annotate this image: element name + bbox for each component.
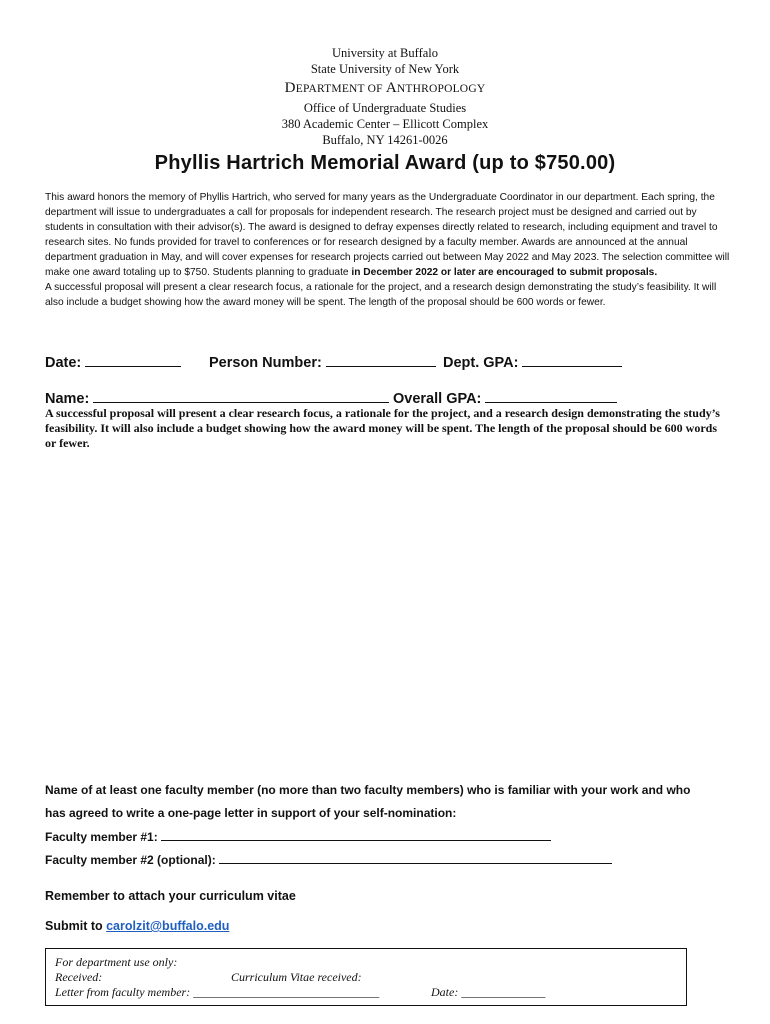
- award-description: [45, 190, 735, 310]
- email-link[interactable]: carolzit@buffalo.edu: [106, 919, 230, 933]
- faculty-letter-label: Letter from faculty member: _______________________________: [55, 985, 380, 999]
- intro-paragraph-2: A successful proposal will present a clear research focus, a rationale for the project, and a research design demonstrating the study’s feasibility. It will also include a budget showing how the award money will be spent. The length of the proposal should be 600 words or fewer.: [45, 282, 717, 308]
- person-number-field[interactable]: Person Number:: [209, 352, 436, 371]
- name-field[interactable]: Name:: [45, 388, 389, 407]
- faculty-member-2-field[interactable]: Faculty member #2 (optional):: [45, 852, 612, 867]
- dept-gpa-field[interactable]: Dept. GPA:: [443, 352, 622, 371]
- office-use-heading: For department use only:: [55, 955, 178, 969]
- faculty-prompt-line-1: Name of at least one faculty member (no more than two faculty members) who is familiar with your work and who: [45, 783, 691, 797]
- faculty-member-1-field[interactable]: Faculty member #1:: [45, 829, 551, 844]
- cv-received-label: Curriculum Vitae received:: [231, 970, 362, 984]
- submit-instructions: Submit to carolzit@buffalo.edu: [45, 919, 230, 933]
- faculty-prompt-line-2: has agreed to write a one-page letter in support of your self-nomination:: [45, 806, 457, 820]
- cv-reminder: Remember to attach your curriculum vitae: [45, 889, 296, 903]
- department-use-box: [45, 948, 687, 1006]
- intro-paragraph-1: This award honors the memory of Phyllis Hartrich, who served for many years as the Undergraduate Coordinator in our department. Each spring, the department will issue to undergraduates a call for proposals for independent research. The research project must be designed and carried out by students in consultation with their advisor(s). The award is designed to defray expenses directly related to research, including equipment and travel to research sites. No funds provided for travel to conferences or for research designed by a faculty member. Awards are announced at the annual department graduation in May, and will cover expenses for research projects carried out between May 2022 and May 2023. The selection committee will make one award totaling up to $750. Students planning to graduate in December 2022 or later are encouraged to submit proposals.: [45, 192, 730, 278]
- applicant-fields-row-2: [45, 388, 645, 408]
- date-field[interactable]: Date:: [45, 352, 181, 371]
- university-name: University at Buffalo: [332, 46, 438, 60]
- state-university: State University of New York: [310, 62, 460, 76]
- department-name: DEPARTMENT OF ANTHROPOLOGY: [284, 80, 486, 96]
- overall-gpa-field[interactable]: Overall GPA:: [393, 388, 617, 407]
- office-address: 380 Academic Center – Ellicott Complex: [281, 117, 489, 131]
- office-city: Buffalo, NY 14261-0026: [322, 133, 448, 147]
- letterhead: [0, 45, 770, 148]
- applicant-fields-row-1: [45, 352, 645, 372]
- page-title: Phyllis Hartrich Memorial Award (up to $750.00): [154, 152, 616, 174]
- office-date-label: Date: ______________: [431, 985, 546, 999]
- office-name: Office of Undergraduate Studies: [303, 101, 467, 115]
- proposal-instructions: A successful proposal will present a clear research focus, a rationale for the project, and a research design demonstrating the study’s feasibility. It will also include a budget showing how the award money will be spent. The length of the proposal should be 600 words or fewer.: [45, 406, 720, 450]
- received-label: Received:: [55, 970, 103, 984]
